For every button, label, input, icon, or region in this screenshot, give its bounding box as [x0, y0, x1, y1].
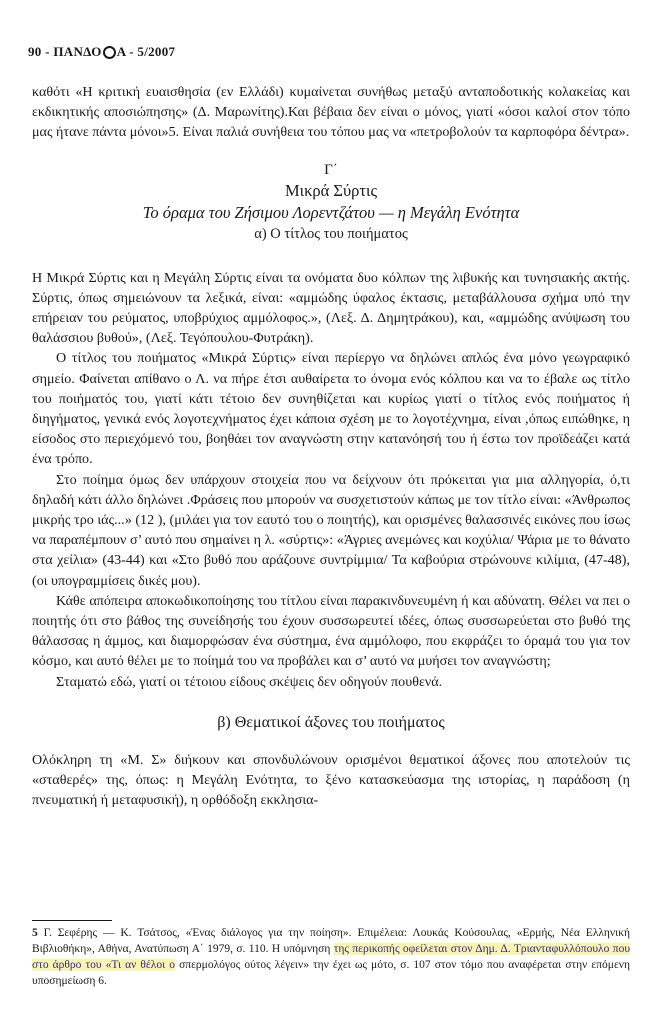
- section-title: Μικρά Σύρτις: [284, 180, 378, 200]
- footnote-text: Γ. Σεφέρης — Κ. Τσάτσος, «Ένας διάλογος για την ποίηση». Επιμέλεια: Λουκάς Κούσουλας, «Ερμής, Νέα Ελληνική Βιβλιοθήκη», Αθήνα, Ανατύπωση Α΄ 1979, σ. 110. Η υπόμνηση: [32, 927, 630, 955]
- page-number: 90: [28, 44, 42, 59]
- footnote-number: 5: [32, 927, 38, 939]
- journal-logo-icon: [103, 46, 116, 59]
- header-separator: -: [41, 44, 54, 59]
- footnote: [32, 920, 630, 989]
- journal-name-start: ΠΑΝΔΟ: [53, 44, 102, 59]
- paragraph: Ολόκληρη τη «Μ. Σ» διήκουν και σπονδυλώνουν ορισμένοι θεματικοί άξονες που αποτελούν τις «σταθερές» της, όπως: η Μεγάλη Ενότητα, το ξένο κατασκεύασμα της ιστορίας, η παράδοση (η πνευματική ή μεταφυσική), η ορθόδοξη εκκλησια-: [32, 751, 630, 809]
- paragraph: Σταματώ εδώ, γιατί οι τέτοιου είδους σκέψεις δεν οδηγούν πουθενά.: [56, 673, 443, 690]
- footnote-rule: [32, 920, 112, 921]
- subsection-heading-b: β) Θεματικοί άξονες του ποιήματος: [217, 713, 445, 731]
- paragraph: Στο ποίημα όμως δεν υπάρχουν στοιχεία που να δείχνουν ότι πρόκειται για μια αλληγορία, ό,τι δηλαδή κάτι άλλο δηλώνει .Φράσεις που μπορούν να συσχετιστούν κάπως με τον τίτλο είναι: «Άνθρωπος μικρής τρο ιάς...» (12 ), (μιλάει για τον εαυτό του ο ποιητής), και ορισμένες θαλασσινές εικόνες που ίσως να παραπέμπουν σ’ αυτό που σημαίνει η λ. «σύρτις»: «Άγριες ανεμώνες και κοχύλια/ Ψάρια με το θάνατο στα χείλια» (43-44) και «Στο βυθό που αράζουνε συντρίμμια/ Τα καβούρια στρώνουνε κιλίμια, (47-48), (οι υπογραμμίσεις δικές μου).: [32, 471, 630, 589]
- footnote-text: σπερμολόγος ούτος λέγειν» την έχει ως μότο, σ. 107 στον τόμο που αναφέρεται στην επόμενη υποσημείωση 6.: [32, 959, 631, 987]
- running-header: [28, 44, 175, 60]
- paragraph: Ο τίτλος του ποιήματος «Μικρά Σύρτις» είναι περίεργο να δηλώνει απλώς ένα μόνο γεωγραφικό σημείο. Φαίνεται απίθανο ο Λ. να πήρε έτσι αυθαίρετα το όνομα ενός κόλπου και να το έβαλε ως τίτλο του ποιήματός του, γιατί κάτι τέτοιο δεν συνηθίζεται και κυρίως γιατί ο τίτλος ενός ποιήματος ή διηγήματος, γενικά ενός λογοτεχνήματος έχει κάποια σχέση με το λογοτέχνημα, είναι ,όπως ειπώθηκε, η είσοδος στο περιεχόμενό του, βοηθάει τον αναγνώστη στην κατανόησή του ή έστω τον προϊδεάζει κατά ένα τρόπο.: [32, 350, 630, 468]
- paragraph: Η Μικρά Σύρτις και η Μεγάλη Σύρτις είναι τα ονόματα δυο κόλπων της λιβυκής και τυνησιακής ακτής. Σύρτις, όπως σημειώνουν τα λεξικά, είναι: «αμμώδης ύφαλος έκτασις, μεταβάλλουσα σχήμα υπό την επήρειαν του ρεύματος, υποβρύχιος αμμόλοφος.», (Λεξ. Δ. Δημητράκου), και, «αμμώδης ανύψωση του θαλάσσιου βυθού», (Λεξ. Τεγόπουλου-Φυτράκη).: [32, 269, 630, 347]
- issue-number: 5/2007: [137, 44, 176, 59]
- section-subtitle: Το όραμα του Ζήσιμου Λορεντζάτου — η Μεγάλη Ενότητα: [142, 202, 520, 222]
- paragraph: Κάθε απόπειρα αποκωδικοποίησης του τίτλου είναι παρακινδυνευμένη ή και αδύνατη. Θέλει να πει ο ποιητής ότι στο βάθος της συνείδησής του έχουν συσσωρευτεί ιδέες, όπως συσσωρεύεται στο βυθό της θάλασσας η άμμος, και διαμορφώσαν ένα σύστημα, ένα αμμόλοφο, που εκφράζει το όραμά του για τον κόσμο, και αυτό θέλει με το ποίημά του να προβάλει και σ’ αυτό να μυήσει τον αναγνώστη;: [32, 592, 630, 670]
- header-separator: -: [125, 44, 138, 59]
- subsection-heading-a: α) Ο τίτλος του ποιήματος: [254, 225, 408, 242]
- section-letter: Γ΄: [324, 161, 338, 178]
- footnote-highlighted-text: της περικοπής οφείλεται στον Δημ. Δ. Τριανταφυλλόπουλο που στο άρθρο του «Τι αν θέλοι ο: [32, 943, 631, 971]
- intro-paragraph: καθότι «Η κριτική ευαισθησία (εν Ελλάδι) κυμαίνεται συνήθως μεταξύ ανταποδοτικής κολακείας και εκδικητικής αποσιώπησης» (Δ. Μαρωνίτης).Και βέβαια δεν είναι ο μόνος, γιατί «όσοι καλοί στον τόπο μας ήτανε πάντα μόνοι»5. Είναι παλιά συνήθεια του τόπου μας να «πετροβολούν τα καρποφόρα δέντρα».: [32, 84, 630, 141]
- main-text: [32, 82, 630, 810]
- journal-name-end: Α: [116, 44, 126, 59]
